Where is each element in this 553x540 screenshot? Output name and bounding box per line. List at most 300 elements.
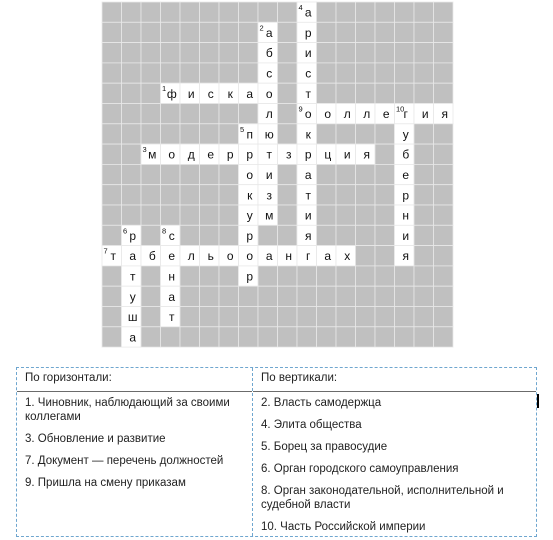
blank-cell xyxy=(141,327,161,347)
cell-letter: л xyxy=(265,107,273,122)
cell-letter: а xyxy=(129,330,137,345)
cell-letter: а xyxy=(265,25,273,40)
blank-cell xyxy=(180,266,200,286)
blank-cell xyxy=(278,225,298,245)
cell-letter: б xyxy=(402,147,410,162)
blank-cell xyxy=(258,307,278,327)
blank-cell xyxy=(200,286,220,306)
blank-cell xyxy=(141,307,161,327)
blank-cell xyxy=(375,266,395,286)
cell-letter: н xyxy=(168,269,176,284)
blank-cell xyxy=(375,185,395,205)
blank-cell xyxy=(375,225,395,245)
down-clue-4: 4. Элита общества xyxy=(261,419,362,431)
cell-letter: з xyxy=(285,147,292,162)
blank-cell xyxy=(239,2,259,22)
clue-number: 5 xyxy=(240,124,245,134)
blank-cell xyxy=(434,83,454,103)
down-clue-2: 2. Власть самодержца xyxy=(261,397,382,409)
blank-cell xyxy=(356,307,376,327)
cell-letter: л xyxy=(363,107,371,122)
cell-letter: з xyxy=(266,188,273,203)
blank-cell xyxy=(161,104,181,124)
blank-cell xyxy=(395,286,415,306)
cell-letter: и xyxy=(265,168,273,183)
blank-cell xyxy=(122,205,142,225)
cell-letter: б xyxy=(265,46,273,61)
cell-letter: и xyxy=(304,46,312,61)
cell-letter: м xyxy=(265,208,274,223)
blank-cell xyxy=(414,266,434,286)
blank-cell xyxy=(414,327,434,347)
blank-cell xyxy=(356,164,376,184)
blank-cell xyxy=(434,266,454,286)
blank-cell xyxy=(414,124,434,144)
blank-cell xyxy=(278,104,298,124)
blank-cell xyxy=(317,63,337,83)
blank-cell xyxy=(180,307,200,327)
blank-cell xyxy=(317,83,337,103)
cell-letter: о xyxy=(246,168,254,183)
blank-cell xyxy=(219,22,239,42)
cell-letter: я xyxy=(363,147,370,162)
blank-cell xyxy=(219,63,239,83)
blank-cell xyxy=(122,22,142,42)
blank-cell xyxy=(161,205,181,225)
blank-cell xyxy=(200,205,220,225)
blank-cell xyxy=(297,286,317,306)
blank-cell xyxy=(161,63,181,83)
cell-letter: я xyxy=(441,107,448,122)
blank-cell xyxy=(258,2,278,22)
blank-cell xyxy=(219,43,239,63)
blank-cell xyxy=(336,63,356,83)
cell-letter: р xyxy=(246,228,254,243)
clue-number: 7 xyxy=(103,246,108,256)
blank-cell xyxy=(434,63,454,83)
blank-cell xyxy=(180,43,200,63)
blank-cell xyxy=(356,2,376,22)
blank-cell xyxy=(161,185,181,205)
clue-number: 1 xyxy=(162,84,167,94)
blank-cell xyxy=(375,286,395,306)
cell-letter: р xyxy=(304,147,312,162)
blank-cell xyxy=(375,83,395,103)
blank-cell xyxy=(297,307,317,327)
down-column xyxy=(252,368,536,536)
blank-cell xyxy=(200,307,220,327)
blank-cell xyxy=(141,83,161,103)
clue-number: 2 xyxy=(259,23,264,33)
blank-cell xyxy=(434,286,454,306)
blank-cell xyxy=(122,43,142,63)
blank-cell xyxy=(180,205,200,225)
cell-letter: е xyxy=(402,168,410,183)
blank-cell xyxy=(395,307,415,327)
blank-cell xyxy=(434,43,454,63)
blank-cell xyxy=(356,205,376,225)
cell-letter: а xyxy=(246,86,254,101)
blank-cell xyxy=(219,185,239,205)
clue-number: 10 xyxy=(396,104,405,114)
blank-cell xyxy=(297,266,317,286)
blank-cell xyxy=(141,124,161,144)
blank-cell xyxy=(102,43,122,63)
blank-cell xyxy=(200,185,220,205)
cell-letter: р xyxy=(129,228,137,243)
blank-cell xyxy=(102,124,122,144)
blank-cell xyxy=(278,286,298,306)
blank-cell xyxy=(219,124,239,144)
blank-cell xyxy=(336,43,356,63)
blank-cell xyxy=(200,22,220,42)
blank-cell xyxy=(375,144,395,164)
blank-cell xyxy=(395,22,415,42)
blank-cell xyxy=(356,43,376,63)
blank-cell xyxy=(414,307,434,327)
blank-cell xyxy=(219,286,239,306)
cell-letter: о xyxy=(324,107,332,122)
blank-cell xyxy=(336,164,356,184)
blank-cell xyxy=(239,104,259,124)
blank-cell xyxy=(102,286,122,306)
blank-cell xyxy=(336,2,356,22)
cell-letter: к xyxy=(227,86,233,101)
blank-cell xyxy=(375,63,395,83)
blank-cell xyxy=(258,266,278,286)
cell-letter: н xyxy=(285,249,293,264)
blank-cell xyxy=(317,225,337,245)
cell-letter: и xyxy=(421,107,429,122)
clue-number: 6 xyxy=(123,226,128,236)
blank-cell xyxy=(161,43,181,63)
blank-cell xyxy=(180,185,200,205)
across-clue-1: 1. Чиновник, наблюдающий за своими коллегами xyxy=(25,397,230,423)
blank-cell xyxy=(102,2,122,22)
blank-cell xyxy=(180,225,200,245)
blank-cell xyxy=(336,124,356,144)
blank-cell xyxy=(336,307,356,327)
blank-cell xyxy=(102,144,122,164)
blank-cell xyxy=(219,164,239,184)
cell-letter: ц xyxy=(324,147,332,162)
across-clue-7: 7. Документ — перечень должностей xyxy=(25,455,224,467)
cell-letter: г xyxy=(403,107,408,122)
blank-cell xyxy=(434,144,454,164)
across-clue-3: 3. Обновление и развитие xyxy=(25,433,166,445)
blank-cell xyxy=(356,225,376,245)
blank-cell xyxy=(258,286,278,306)
cell-letter: п xyxy=(246,127,253,142)
blank-cell xyxy=(102,266,122,286)
blank-cell xyxy=(180,286,200,306)
blank-cell xyxy=(102,104,122,124)
blank-cell xyxy=(434,22,454,42)
blank-cell xyxy=(122,63,142,83)
cell-letter: а xyxy=(129,249,137,264)
blank-cell xyxy=(356,22,376,42)
blank-cell xyxy=(317,124,337,144)
blank-cell xyxy=(200,63,220,83)
blank-cell xyxy=(414,164,434,184)
blank-cell xyxy=(434,164,454,184)
blank-cell xyxy=(317,327,337,347)
text-cursor xyxy=(537,394,539,408)
blank-cell xyxy=(317,43,337,63)
blank-cell xyxy=(336,83,356,103)
blank-cell xyxy=(414,205,434,225)
blank-cell xyxy=(122,104,142,124)
blank-cell xyxy=(395,63,415,83)
blank-cell xyxy=(375,164,395,184)
cell-letter: ш xyxy=(127,310,138,325)
blank-cell xyxy=(278,185,298,205)
cell-letter: а xyxy=(324,249,332,264)
cell-letter: у xyxy=(129,289,136,304)
blank-cell xyxy=(278,124,298,144)
blank-cell xyxy=(414,185,434,205)
cell-letter: т xyxy=(266,147,272,162)
blank-cell xyxy=(414,22,434,42)
blank-cell xyxy=(122,164,142,184)
blank-cell xyxy=(200,327,220,347)
blank-cell xyxy=(102,205,122,225)
blank-cell xyxy=(200,43,220,63)
cell-letter: а xyxy=(304,168,312,183)
blank-cell xyxy=(336,327,356,347)
blank-cell xyxy=(278,2,298,22)
blank-cell xyxy=(356,83,376,103)
cell-letter: к xyxy=(247,188,253,203)
blank-cell xyxy=(141,2,161,22)
blank-cell xyxy=(141,164,161,184)
blank-cell xyxy=(375,43,395,63)
cell-letter: и xyxy=(304,208,312,223)
blank-cell xyxy=(141,22,161,42)
blank-cell xyxy=(336,205,356,225)
cell-letter: с xyxy=(207,86,214,101)
blank-cell xyxy=(141,63,161,83)
blank-cell xyxy=(317,185,337,205)
blank-cell xyxy=(414,83,434,103)
blank-cell xyxy=(102,63,122,83)
blank-cell xyxy=(278,164,298,184)
blank-cell xyxy=(219,266,239,286)
cell-letter: р xyxy=(246,269,254,284)
cell-letter: а xyxy=(265,249,273,264)
blank-cell xyxy=(200,164,220,184)
blank-cell xyxy=(161,327,181,347)
blank-cell xyxy=(375,327,395,347)
blank-cell xyxy=(278,266,298,286)
blank-cell xyxy=(161,124,181,144)
blank-cell xyxy=(161,164,181,184)
blank-cell xyxy=(278,63,298,83)
blank-cell xyxy=(122,83,142,103)
cell-letter: л xyxy=(187,249,195,264)
blank-cell xyxy=(122,124,142,144)
blank-cell xyxy=(200,104,220,124)
cell-letter: м xyxy=(148,147,157,162)
blank-cell xyxy=(434,327,454,347)
blank-cell xyxy=(278,22,298,42)
blank-cell xyxy=(141,104,161,124)
blank-cell xyxy=(102,164,122,184)
blank-cell xyxy=(180,2,200,22)
cell-letter: н xyxy=(402,208,410,223)
blank-cell xyxy=(395,266,415,286)
blank-cell xyxy=(102,327,122,347)
cell-letter: т xyxy=(130,269,136,284)
blank-cell xyxy=(356,327,376,347)
blank-cell xyxy=(336,266,356,286)
blank-cell xyxy=(434,185,454,205)
clue-number: 3 xyxy=(142,145,147,155)
blank-cell xyxy=(102,225,122,245)
blank-cell xyxy=(141,266,161,286)
blank-cell xyxy=(317,205,337,225)
blank-cell xyxy=(375,205,395,225)
blank-cell xyxy=(414,286,434,306)
blank-cell xyxy=(200,2,220,22)
blank-cell xyxy=(375,307,395,327)
blank-cell xyxy=(278,205,298,225)
cell-letter: р xyxy=(246,147,254,162)
blank-cell xyxy=(434,2,454,22)
blank-cell xyxy=(434,307,454,327)
blank-cell xyxy=(375,2,395,22)
blank-cell xyxy=(102,83,122,103)
blank-cell xyxy=(239,307,259,327)
cell-letter: с xyxy=(305,66,312,81)
blank-cell xyxy=(141,286,161,306)
blank-cell xyxy=(356,63,376,83)
cell-letter: е xyxy=(207,147,215,162)
cell-letter: ф xyxy=(166,86,177,101)
cell-letter: т xyxy=(305,188,311,203)
cell-letter: с xyxy=(266,66,273,81)
blank-cell xyxy=(239,286,259,306)
clue-number: 9 xyxy=(298,104,303,114)
blank-cell xyxy=(102,307,122,327)
clue-number: 4 xyxy=(298,3,303,12)
cell-letter: и xyxy=(343,147,351,162)
blank-cell xyxy=(219,225,239,245)
blank-cell xyxy=(414,2,434,22)
blank-cell xyxy=(258,327,278,347)
cell-letter: а xyxy=(168,289,176,304)
blank-cell xyxy=(317,307,337,327)
blank-cell xyxy=(141,205,161,225)
across-column xyxy=(17,368,252,536)
blank-cell xyxy=(434,246,454,266)
cell-letter: о xyxy=(246,249,254,264)
blank-cell xyxy=(180,104,200,124)
blank-cell xyxy=(395,43,415,63)
blank-cell xyxy=(375,22,395,42)
cell-letter: о xyxy=(168,147,176,162)
blank-cell xyxy=(102,22,122,42)
cell-letter: и xyxy=(187,86,195,101)
blank-cell xyxy=(278,83,298,103)
cell-letter: б xyxy=(148,249,156,264)
clue-number: 8 xyxy=(162,226,167,236)
blank-cell xyxy=(239,327,259,347)
cell-letter: р xyxy=(226,147,234,162)
blank-cell xyxy=(278,307,298,327)
blank-cell xyxy=(297,327,317,347)
blank-cell xyxy=(336,225,356,245)
blank-cell xyxy=(356,185,376,205)
blank-cell xyxy=(102,185,122,205)
blank-cell xyxy=(317,286,337,306)
blank-cell xyxy=(141,185,161,205)
blank-cell xyxy=(239,63,259,83)
blank-cell xyxy=(219,205,239,225)
cell-letter: а xyxy=(304,5,312,20)
blank-cell xyxy=(278,327,298,347)
cell-letter: у xyxy=(402,127,409,142)
blank-cell xyxy=(122,185,142,205)
blank-cell xyxy=(317,266,337,286)
blank-cell xyxy=(219,327,239,347)
cell-letter: р xyxy=(402,188,410,203)
cell-letter: о xyxy=(265,86,273,101)
blank-cell xyxy=(161,2,181,22)
blank-cell xyxy=(239,22,259,42)
blank-cell xyxy=(141,43,161,63)
blank-cell xyxy=(336,286,356,306)
blank-cell xyxy=(141,225,161,245)
cell-letter: к xyxy=(305,127,311,142)
cell-letter: т xyxy=(169,310,175,325)
across-clue-9: 9. Пришла на смену приказам xyxy=(25,477,186,489)
cell-letter: х xyxy=(344,249,351,264)
blank-cell xyxy=(122,2,142,22)
blank-cell xyxy=(219,104,239,124)
blank-cell xyxy=(356,246,376,266)
cell-letter: д xyxy=(187,147,195,162)
blank-cell xyxy=(278,43,298,63)
blank-cell xyxy=(317,164,337,184)
blank-cell xyxy=(356,124,376,144)
blank-cell xyxy=(219,2,239,22)
cell-letter: т xyxy=(305,86,311,101)
cell-letter: о xyxy=(226,249,234,264)
cell-letter: о xyxy=(304,107,312,122)
cell-letter: я xyxy=(402,249,409,264)
blank-cell xyxy=(122,144,142,164)
down-clue-6: 6. Орган городского самоуправления xyxy=(261,463,459,475)
blank-cell xyxy=(258,225,278,245)
across-header: По горизонтали: xyxy=(17,368,252,392)
clues-table xyxy=(16,367,537,537)
cell-letter: у xyxy=(246,208,253,223)
cell-letter: р xyxy=(304,25,312,40)
blank-cell xyxy=(356,286,376,306)
blank-cell xyxy=(180,327,200,347)
blank-cell xyxy=(219,307,239,327)
cell-letter: ю xyxy=(264,127,274,142)
cell-letter: я xyxy=(305,228,312,243)
blank-cell xyxy=(375,246,395,266)
blank-cell xyxy=(375,124,395,144)
cell-letter: и xyxy=(402,228,410,243)
cell-letter: е xyxy=(168,249,176,264)
cell-letter: ь xyxy=(207,249,214,264)
blank-cell xyxy=(336,22,356,42)
blank-cell xyxy=(180,22,200,42)
